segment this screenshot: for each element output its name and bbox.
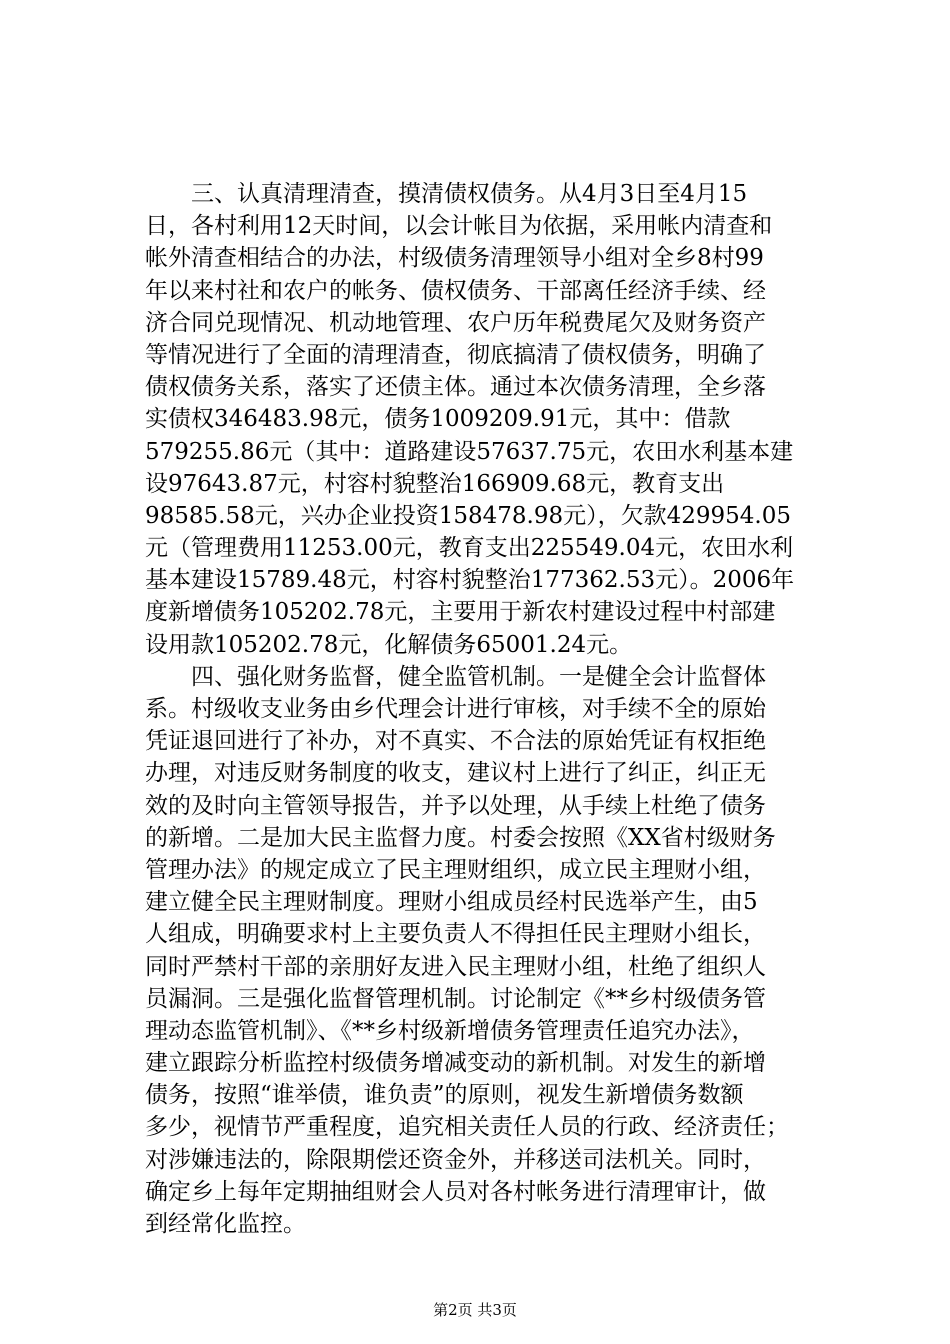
text-line: 人组成，明确要求村上主要负责人不得担任民主理财小组长， (145, 921, 766, 948)
text-line: 年以来村社和农户的帐务、债权债务、干部离任经济手续、经 (145, 277, 766, 304)
text-line: 度新增债务105202.78元，主要用于新农村建设过程中村部建 (145, 599, 776, 626)
text-line: 四、强化财务监督，健全监管机制。一是健全会计监督体 (145, 663, 766, 690)
text-line: 日，各村利用12天时间，以会计帐目为依据，采用帐内清查和 (145, 213, 773, 240)
text-line: 济合同兑现情况、机动地管理、农户历年税费尾欠及财务资产 (145, 309, 766, 336)
text-line: 579255.86元（其中：道路建设57637.75元，农田水利基本建 (145, 438, 794, 465)
text-line: 理动态监管机制》、《**乡村级新增债务管理责任追究办法》， (145, 1017, 755, 1044)
text-line: 员漏洞。三是强化监督管理机制。讨论制定《**乡村级债务管 (145, 985, 766, 1012)
text-line: 建立跟踪分析监控村级债务增减变动的新机制。对发生的新增 (145, 1050, 766, 1077)
text-line: 凭证退回进行了补办，对不真实、不合法的原始凭证有权拒绝 (145, 728, 766, 755)
text-line: 等情况进行了全面的清理清查，彻底搞清了债权债务，明确了 (145, 341, 766, 368)
text-line: 帐外清查相结合的办法，村级债务清理领导小组对全乡8村99 (145, 245, 764, 272)
text-line: 债权债务关系，落实了还债主体。通过本次债务清理，全乡落 (145, 374, 766, 401)
text-line: 基本建设15789.48元，村容村貌整治177362.53元）。2006年 (145, 567, 795, 594)
text-line: 多少，视情节严重程度，追究相关责任人员的行政、经济责任； (145, 1114, 789, 1141)
text-line: 确定乡上每年定期抽组财会人员对各村帐务进行清理审计，做 (145, 1178, 766, 1205)
text-line: 三、认真清理清查，摸清债权债务。从4月3日至4月15 (145, 181, 748, 207)
text-line: 效的及时向主管领导报告，并予以处理，从手续上杜绝了债务 (145, 792, 766, 819)
text-line: 对涉嫌违法的，除限期偿还资金外，并移送司法机关。同时， (145, 1146, 766, 1173)
page-footer: 第2页 共3页 (433, 1301, 517, 1319)
text-line: 办理，对违反财务制度的收支，建议村上进行了纠正，纠正无 (145, 760, 766, 787)
text-line: 元（管理费用11253.00元，教育支出225549.04元，农田水利 (145, 535, 794, 562)
text-line: 到经常化监控。 (145, 1211, 306, 1237)
body-text (145, 178, 805, 1240)
text-line: 实债权346483.98元，债务1009209.91元，其中：借款 (145, 406, 731, 433)
text-line: 系。村级收支业务由乡代理会计进行审核，对手续不全的原始 (145, 696, 766, 722)
text-line: 设用款105202.78元，化解债务65001.24元。 (145, 631, 633, 658)
text-line: 同时严禁村干部的亲朋好友进入民主理财小组，杜绝了组织人 (145, 953, 766, 980)
text-line: 债务，按照“谁举债，谁负责”的原则，视发生新增债务数额 (145, 1082, 744, 1109)
text-line: 设97643.87元，村容村貌整治166909.68元，教育支出 (145, 470, 725, 497)
text-line: 98585.58元，兴办企业投资158478.98元），欠款429954.05 (145, 502, 791, 529)
text-line: 管理办法》的规定成立了民主理财组织，成立民主理财小组， (145, 856, 766, 883)
text-line: 的新增。二是加大民主监督力度。村委会按照《XX省村级财务 (145, 824, 776, 851)
text-line: 建立健全民主理财制度。理财小组成员经村民选举产生，由5 (145, 889, 758, 916)
